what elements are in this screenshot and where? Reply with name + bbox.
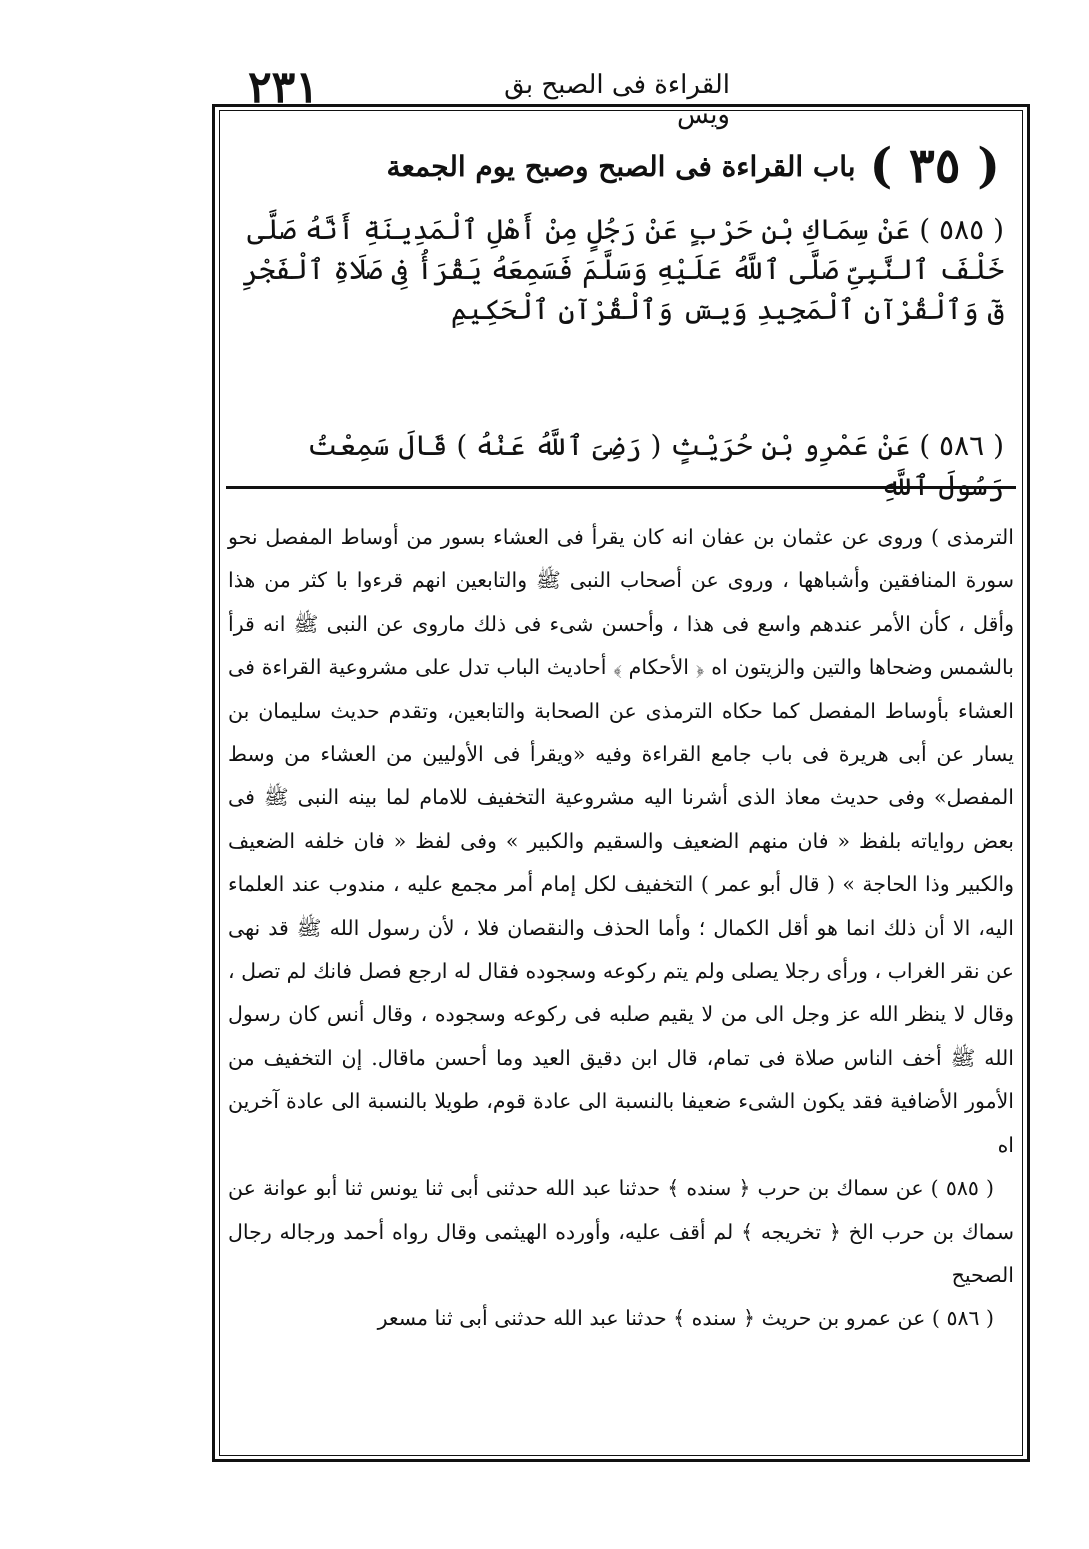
hadith-586 [236, 426, 1004, 506]
chapter-number: ( ٣٥ ) [869, 138, 1000, 194]
hadith-ref: ( ٥٨٥ ) [919, 213, 1004, 246]
commentary-paragraph: ( ٥٨٦ ) عن عمرو بن حريث ﴿ سنده ﴾ حدثنا عبد الله حدثنى أبى ثنا مسعر [377, 1306, 994, 1331]
commentary-paragraph: الترمذى ) وروى عن عثمان بن عفان انه كان يقرأ فى العشاء بسور من أوساط المفصل نحو سورة المنافقين وأشباهها ، وروى عن أصحاب النبى ﷺ والتابعين انهم قرءوا با كثر من هذا وأقل ، كأن الأمر عندهم واسع فى هذا ، وأحسن شىء فى ذلك ماروى عن النبى ﷺ انه قرأ بالشمس وضحاها والتين والزيتون اه ﴿ الأحكام ﴾ أحاديث الباب تدل على مشروعية القراءة فى العشاء بأوساط المفصل كما حكاه الترمذى عن الصحابة والتابعين، وتقدم حديث سليمان بن يسار عن أبى هريرة فى باب جامع القراءة وفيه «ويقرأ فى الأوليين من العشاء من وسط المفصل» وفى حديث معاذ الذى أشرنا اليه مشروعية التخفيف للامام لما بينه النبى ﷺ فى بعض رواياته بلفظ « فان منهم الضعيف والسقيم والكبير » وفى لفظ « فان خلفه الضعيف والكبير وذا الحاجة » ( قال أبو عمر ) التخفيف لكل إمام أمر مجمع عليه ، مندوب عند العلماء اليه، الا أن ذلك انما هو أقل الكمال ؛ وأما الحذف والنقصان فلا ، لأن رسول الله ﷺ قد نهى عن نقر الغراب ، ورأى رجلا يصلى ولم يتم ركوعه وسجوده فقال له ارجع فصل فانك لم تصل ، وقال لا ينظر الله عز وجل الى من لا يقيم صلبه فى ركوعه وسجوده ، وقال أنس كان رسول الله ﷺ أخف الناس صلاة فى تمام، قال ابن دقيق العيد وما أحسن ماقال. إن التخفيف من الأمور الأضافية فقد يكون الشىء ضعيفا بالنسبة الى عادة قوم، طويلا بالنسبة الى عادة آخرين اه [228, 525, 1014, 1157]
commentary [228, 516, 1014, 1341]
hadith-body: عَنْ عَمْرِو بْنِ حُرَيْثٍ ( رَضِىَ ٱللَّهُ عَنْهُ ) قَالَ سَمِعْتُ رَسُولَ ٱللَّهِ [307, 429, 1004, 502]
commentary-paragraph: ( ٥٨٥ ) عن سماك بن حرب ﴿ سنده ﴾ حدثنا عبد الله حدثنى أبى ثنا يونس ثنا أبو عوانة عن سماك بن حرب الخ ﴿ تخريجه ﴾ لم أقف عليه، وأورده الهيثمى وقال رواه أحمد ورجاله رجال الصحيح [228, 1176, 1014, 1287]
section-divider [226, 486, 1016, 489]
hadith-ref: ( ٥٨٦ ) [919, 429, 1004, 462]
hadith-585 [236, 210, 1004, 330]
hadith-body: عَنْ سِمَاكِ بْنِ حَرْبٍ عَنْ رَجُلٍ مِنْ أَهْلِ ٱلْمَدِينَةِ أَنَّهُ صَلَّى خَلْفَ ٱلنَّبِىِّ صَلَّى ٱللَّهُ عَلَيْهِ وَسَلَّمَ فَسَمِعَهُ يَقْرَأُ فِى صَلَاةِ ٱلْفَجْرِ قٓ وَٱلْقُرْآنِ ٱلْمَجِيدِ وَيسٓ وَٱلْقُرْآنِ ٱلْحَكِيمِ [242, 213, 1004, 326]
chapter-title: باب القراءة فى الصبح وصبح يوم الجمعة [386, 149, 856, 183]
chapter-heading [240, 138, 1000, 194]
running-title: القراءة فى الصبح بق ويس [504, 70, 730, 130]
page-number: ٢٣١ [248, 62, 319, 113]
